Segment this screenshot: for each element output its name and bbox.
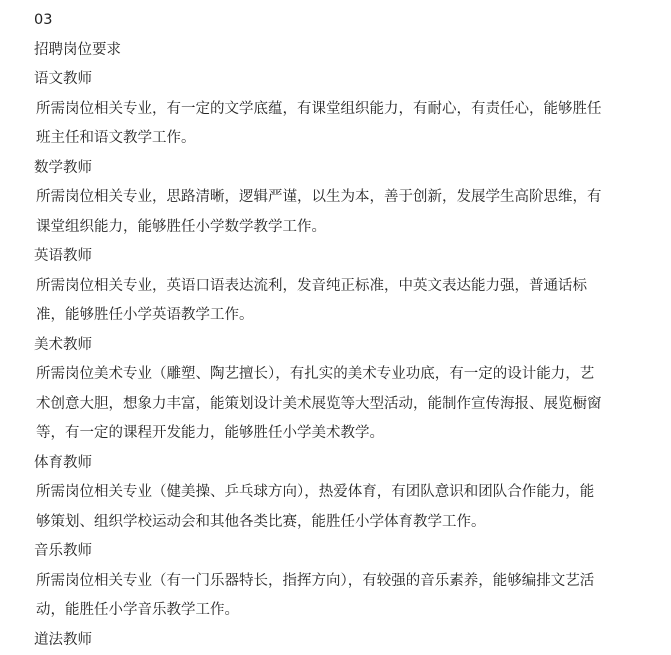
position-title: 语文教师: [34, 65, 671, 95]
position-desc-line: 准，能够胜任小学英语教学工作。: [34, 301, 671, 331]
position-title: 音乐教师: [34, 537, 671, 567]
position-morality-law: [34, 626, 671, 655]
position-title: 数学教师: [34, 154, 671, 184]
position-title: 体育教师: [34, 449, 671, 479]
position-title: 道法教师: [34, 626, 671, 655]
position-english: [34, 242, 671, 331]
position-desc-line: 课堂组织能力，能够胜任小学数学教学工作。: [34, 213, 671, 243]
position-desc-line: 所需岗位相关专业（有一门乐器特长，指挥方向），有较强的音乐素养，能够编排文艺活: [34, 567, 671, 597]
position-desc-line: 等，有一定的课程开发能力，能够胜任小学美术教学。: [34, 419, 671, 449]
position-title: 英语教师: [34, 242, 671, 272]
section-number: 03: [34, 6, 671, 36]
position-desc-line: 所需岗位相关专业，思路清晰，逻辑严谨，以生为本，善于创新，发展学生高阶思维，有: [34, 183, 671, 213]
position-desc-line: 所需岗位相关专业，英语口语表达流利，发音纯正标准，中英文表达能力强，普通话标: [34, 272, 671, 302]
position-desc-line: 动，能胜任小学音乐教学工作。: [34, 596, 671, 626]
position-desc-line: 所需岗位美术专业（雕塑、陶艺擅长），有扎实的美术专业功底，有一定的设计能力，艺: [34, 360, 671, 390]
position-math: [34, 154, 671, 243]
position-chinese: [34, 65, 671, 154]
position-desc-line: 所需岗位相关专业，有一定的文学底蕴，有课堂组织能力，有耐心，有责任心，能够胜任: [34, 95, 671, 125]
position-desc-line: 够策划、组织学校运动会和其他各类比赛，能胜任小学体育教学工作。: [34, 508, 671, 538]
position-desc-line: 术创意大胆，想象力丰富，能策划设计美术展览等大型活动，能制作宣传海报、展览橱窗: [34, 390, 671, 420]
position-pe: [34, 449, 671, 538]
position-title: 美术教师: [34, 331, 671, 361]
position-desc-line: 所需岗位相关专业（健美操、乒乓球方向），热爱体育，有团队意识和团队合作能力，能: [34, 478, 671, 508]
section-title: 招聘岗位要求: [34, 36, 671, 66]
position-art: [34, 331, 671, 449]
position-desc-line: 班主任和语文教学工作。: [34, 124, 671, 154]
position-music: [34, 537, 671, 626]
